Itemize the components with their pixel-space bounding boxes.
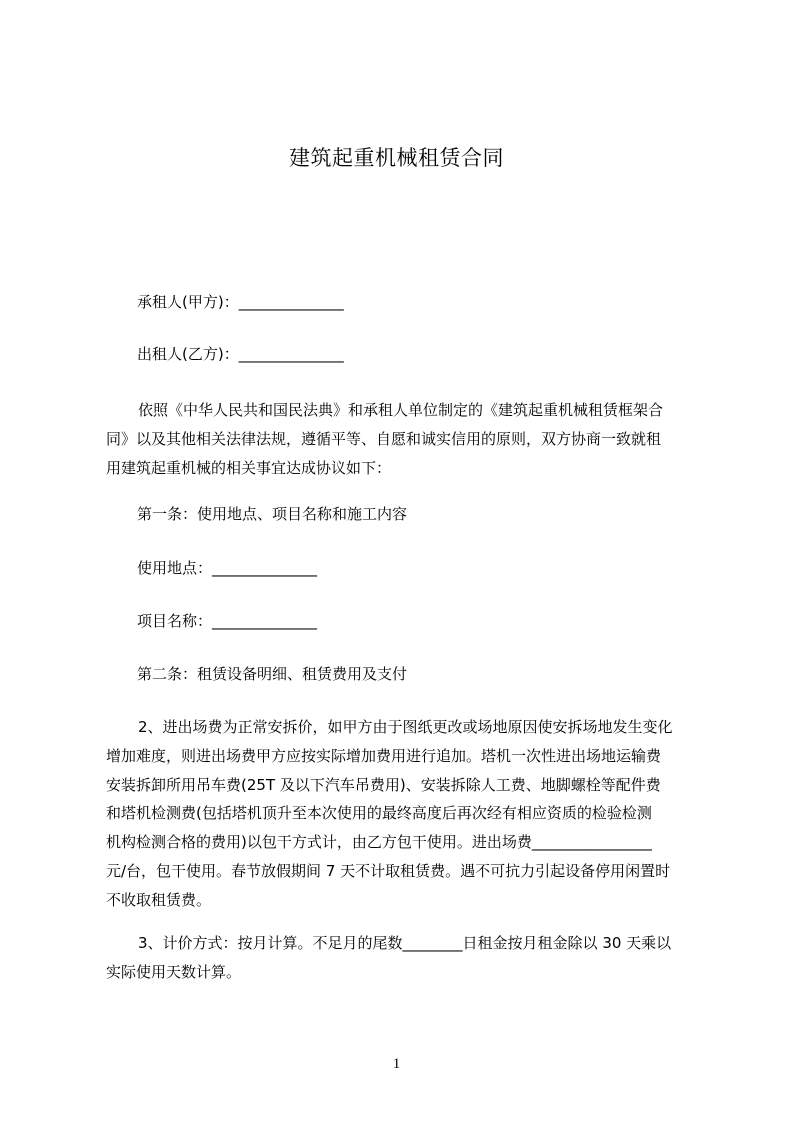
clause-3-paragraph xyxy=(106,929,706,987)
clause-3-line: 3、计价方式：按月计算。不足月的尾数________日租金按月租金除以 30 天乘以 xyxy=(138,934,672,952)
clause-2-paragraph xyxy=(106,713,706,915)
clause-2-line: 元/台，包干使用。春节放假期间 7 天不计取租赁费。遇不可抗力引起设备停用闲置时 xyxy=(106,861,671,880)
page-number: 1 xyxy=(392,1056,401,1072)
lessee-field: 承租人(甲方)：______________ xyxy=(137,293,344,311)
clause-2-line: 安装拆卸所用吊车费(25T 及以下汽车吊费用)、安装拆除人工费、地脚螺栓等配件费 xyxy=(106,775,661,794)
lessor-field: 出租人(乙方)：______________ xyxy=(137,345,344,363)
article-2-heading: 第二条：租赁设备明细、租赁费用及支付 xyxy=(137,665,408,683)
intro-line: 同》以及其他相关法律法规，遵循平等、自愿和诚实信用的原则，双方协商一致就租 xyxy=(106,429,662,448)
clause-3-line: 实际使用天数计算。 xyxy=(106,962,242,981)
clause-2-line: 2、进出场费为正常安拆价，如甲方由于图纸更改或场地原因使安拆场地发生变化 xyxy=(138,718,673,736)
clause-2-line: 增加难度，则进出场费甲方应按实际增加费用进行追加。塔机一次性进出场地运输费 xyxy=(106,746,662,765)
clause-2-line: 不收取租赁费。 xyxy=(106,890,212,909)
intro-line: 依照《中华人民共和国民法典》和承租人单位制定的《建筑起重机械租赁框架合 xyxy=(138,401,664,419)
location-field: 使用地点：______________ xyxy=(137,559,318,577)
document-title: 建筑起重机械租赁合同 xyxy=(289,146,504,170)
intro-line: 用建筑起重机械的相关事宜达成协议如下： xyxy=(106,458,392,477)
clause-2-line: 和塔机检测费(包括塔机顶升至本次使用的最终高度后再次经有相应资质的检验检测 xyxy=(106,804,652,823)
article-1-heading: 第一条：使用地点、项目名称和施工内容 xyxy=(137,505,408,523)
clause-2-line: 机构检测合格的费用)以包干方式计，由乙方包干使用。进出场费________________ xyxy=(106,833,652,852)
project-name-field: 项目名称：______________ xyxy=(137,612,318,630)
intro-paragraph xyxy=(106,396,706,482)
